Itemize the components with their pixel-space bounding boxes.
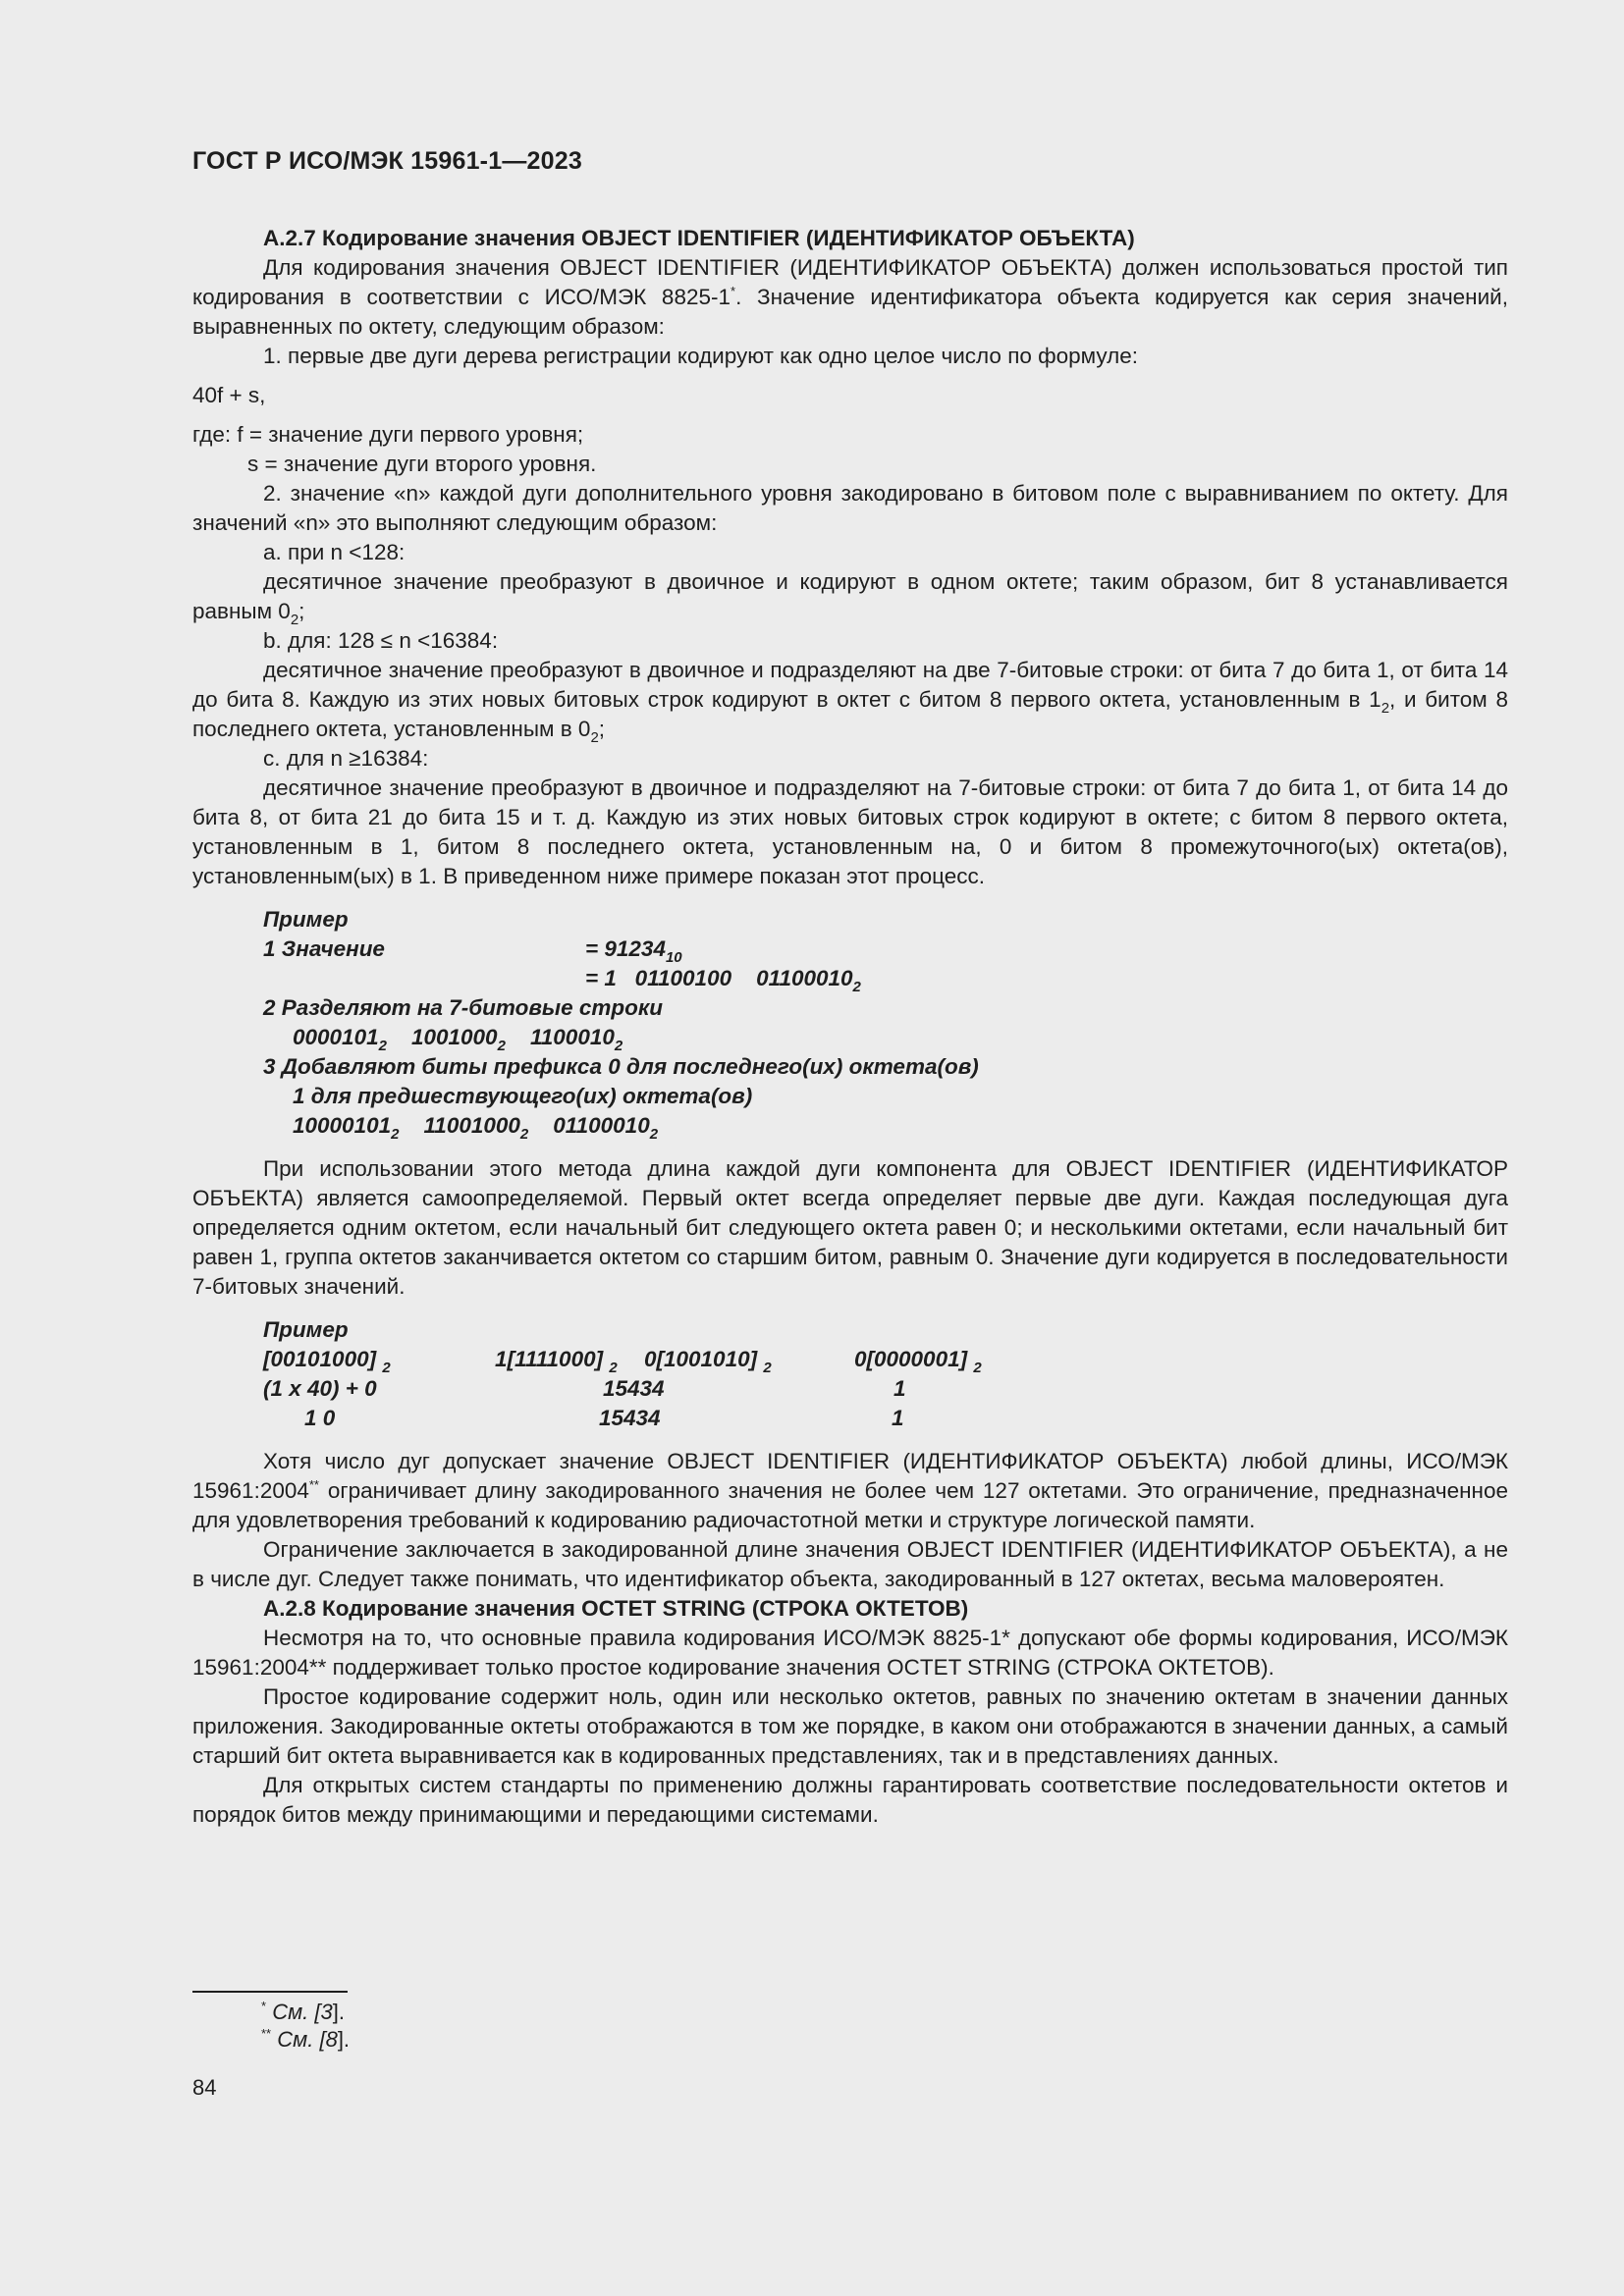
example-1	[192, 905, 1508, 1141]
example-2-arc-value-2: 15434	[599, 1406, 661, 1430]
example-2-octet-2: 1[1111000] $_2$	[495, 1347, 618, 1376]
case-a-text: десятичное значение преобразуют в двоичное и кодируют в одном октете; таким образом, бит 8 устанавливается равным $0_2$;	[192, 569, 1508, 628]
example-2-formula: (1 x 40) + 0	[263, 1376, 377, 1401]
footnotes	[192, 1991, 350, 2054]
a27-item-2: 2. значение «n» каждой дуги дополнительного уровня закодировано в битовом поле с выравниванием по октету. Для значений «n» это выполняют следующим образом:	[192, 481, 1508, 535]
example-2-octet-1: [00101000] $_2$	[263, 1347, 391, 1376]
a28-paragraph-1: Несмотря на то, что основные правила кодирования ИСО/МЭК 8825-1* допускают обе формы кодирования, ИСО/МЭК 15961:2004** поддерживает только простое кодирование значения OCTET STRING (СТРОКА ОКТЕТОВ).	[192, 1626, 1508, 1680]
example-2-first-arcs: 1 0	[304, 1406, 336, 1430]
example-2-last-value: 1	[893, 1376, 906, 1401]
example-1-value: = $91234_{10}$	[585, 936, 682, 966]
case-b-label: b. для: 128 ≤ n <16384:	[263, 628, 499, 653]
case-c-text: десятичное значение преобразуют в двоичное и подразделяют на 7-битовые строки: от бита 7 до бита 1, от бита 14 до бита 8, от бита 21 до бита 15 и т. д. Каждую из этих новых битовых строк кодируют в октете; с битом 8 первого октета, установленным в 1, битом 8 последнего октета, установленным на, 0 и битом 8 промежуточного(ых) октета(ов), установленным(ых) в 1. В приведенном ниже примере показан этот процесс.	[192, 775, 1508, 888]
example-1-step-3: 3 Добавляют биты префикса 0 для последнего(их) октета(ов)	[263, 1054, 979, 1079]
example-1-step-2: 2 Разделяют на 7-битовые строки	[263, 995, 664, 1020]
footnote-1: * См. [3].	[261, 1999, 345, 2024]
example-2-label: Пример	[263, 1317, 349, 1342]
page-number: 84	[192, 2075, 217, 2100]
example-2-octet-3: 0[1001010] $_2$	[644, 1347, 772, 1376]
footnote-2: ** См. [8].	[261, 2026, 351, 2052]
a27-item-1: 1. первые две дуги дерева регистрации кодируют как одно целое число по формуле:	[263, 344, 1139, 368]
formula: 40f + s,	[192, 383, 266, 407]
limit-paragraph-2: Ограничение заключается в закодированной длине значения OBJECT IDENTIFIER (ИДЕНТИФИКАТОР ОБЪЕКТА), а не в числе дуг. Следует также понимать, что идентификатор объекта, закодированный в 127 октетах, весьма маловероятен.	[192, 1537, 1508, 1591]
where-line-2: s = значение дуги второго уровня.	[247, 452, 597, 476]
where-line-1: где: f = значение дуги первого уровня;	[192, 422, 584, 447]
limit-paragraph-1: Хотя число дуг допускает значение OBJECT IDENTIFIER (ИДЕНТИФИКАТОР ОБЪЕКТА) любой длины, ИСО/МЭК 15961:2004** ограничивает длину закодированного значения не более чем 127 октетами. Это ограничение, предназначенное для удовлетворения требований к кодированию радиочастотной метки и структуре логической памяти.	[192, 1449, 1508, 1532]
a28-paragraph-3: Для открытых систем стандарты по применению должны гарантировать соответствие последовательности октетов и порядок битов между принимающими и передающими системами.	[192, 1773, 1508, 1827]
example-1-step-3-cont: 1 для предшествующего(их) октета(ов)	[293, 1084, 753, 1108]
method-paragraph: При использовании этого метода длина каждой дуги компонента для OBJECT IDENTIFIER (ИДЕНТИФИКАТОР ОБЪЕКТА) является самоопределяемой. Первый октет всегда определяет первые две дуги. Каждая последующая дуга определяется одним октетом, если начальный бит следующего октета равен 0; и несколькими октетами, если начальный бит равен 1, группа октетов заканчивается октетом со старшим битом, равным 0. Значение дуги кодируется в последовательности 7-битовых значений.	[192, 1156, 1508, 1299]
example-1-value-label: 1 Значение	[263, 936, 385, 961]
section-a27-title: А.2.7 Кодирование значения OBJECT IDENTIFIER (ИДЕНТИФИКАТОР ОБЪЕКТА)	[263, 226, 1135, 250]
a28-paragraph-2: Простое кодирование содержит ноль, один или несколько октетов, равных по значению октетам в значении данных приложения. Закодированные октеты отображаются в том же порядке, в каком они отображаются в значении данных, а самый старший бит октета выравнивается как в кодированных представлениях, так и в представлениях данных.	[192, 1684, 1508, 1768]
document-header: ГОСТ Р ИСО/МЭК 15961-1—2023	[192, 147, 582, 175]
case-b-text: десятичное значение преобразуют в двоичное и подразделяют на две 7-битовые строки: от бита 7 до бита 1, от бита 14 до бита 8. Каждую из этих новых битовых строк кодируют в октет с битом 8 первого октета, установленным в $1_2$, и битом 8 последнего октета, установленным в $0_2$;	[192, 658, 1508, 746]
footnote-separator	[192, 1991, 348, 1993]
example-1-result-bits: $10000101_2$ $11001000_2$ $01100010_2$	[293, 1113, 659, 1143]
example-2-arc-value: 15434	[603, 1376, 665, 1401]
document-body	[192, 224, 1508, 1830]
example-1-split-bits: $0000101_2$ $1001000_2$ $1100010_2$	[293, 1025, 623, 1054]
example-1-binary: = 1 01100100 $01100010_2$	[585, 966, 861, 995]
case-a-label: a. при n <128:	[263, 540, 406, 564]
example-2-last-value-2: 1	[892, 1406, 904, 1430]
a27-paragraph-1: Для кодирования значения OBJECT IDENTIFIER (ИДЕНТИФИКАТОР ОБЪЕКТА) должен использоваться простой тип кодирования в соответствии с ИСО/МЭК 8825-1*. Значение идентификатора объекта кодируется как серия значений, выравненных по октету, следующим образом:	[192, 255, 1508, 339]
example-2-octet-4: 0[0000001] $_2$	[854, 1347, 982, 1376]
example-1-label: Пример	[263, 907, 349, 932]
section-a28-title: А.2.8 Кодирование значения OCTET STRING (СТРОКА ОКТЕТОВ)	[263, 1596, 969, 1621]
example-2	[192, 1315, 1508, 1433]
case-c-label: c. для n ≥16384:	[263, 746, 429, 771]
